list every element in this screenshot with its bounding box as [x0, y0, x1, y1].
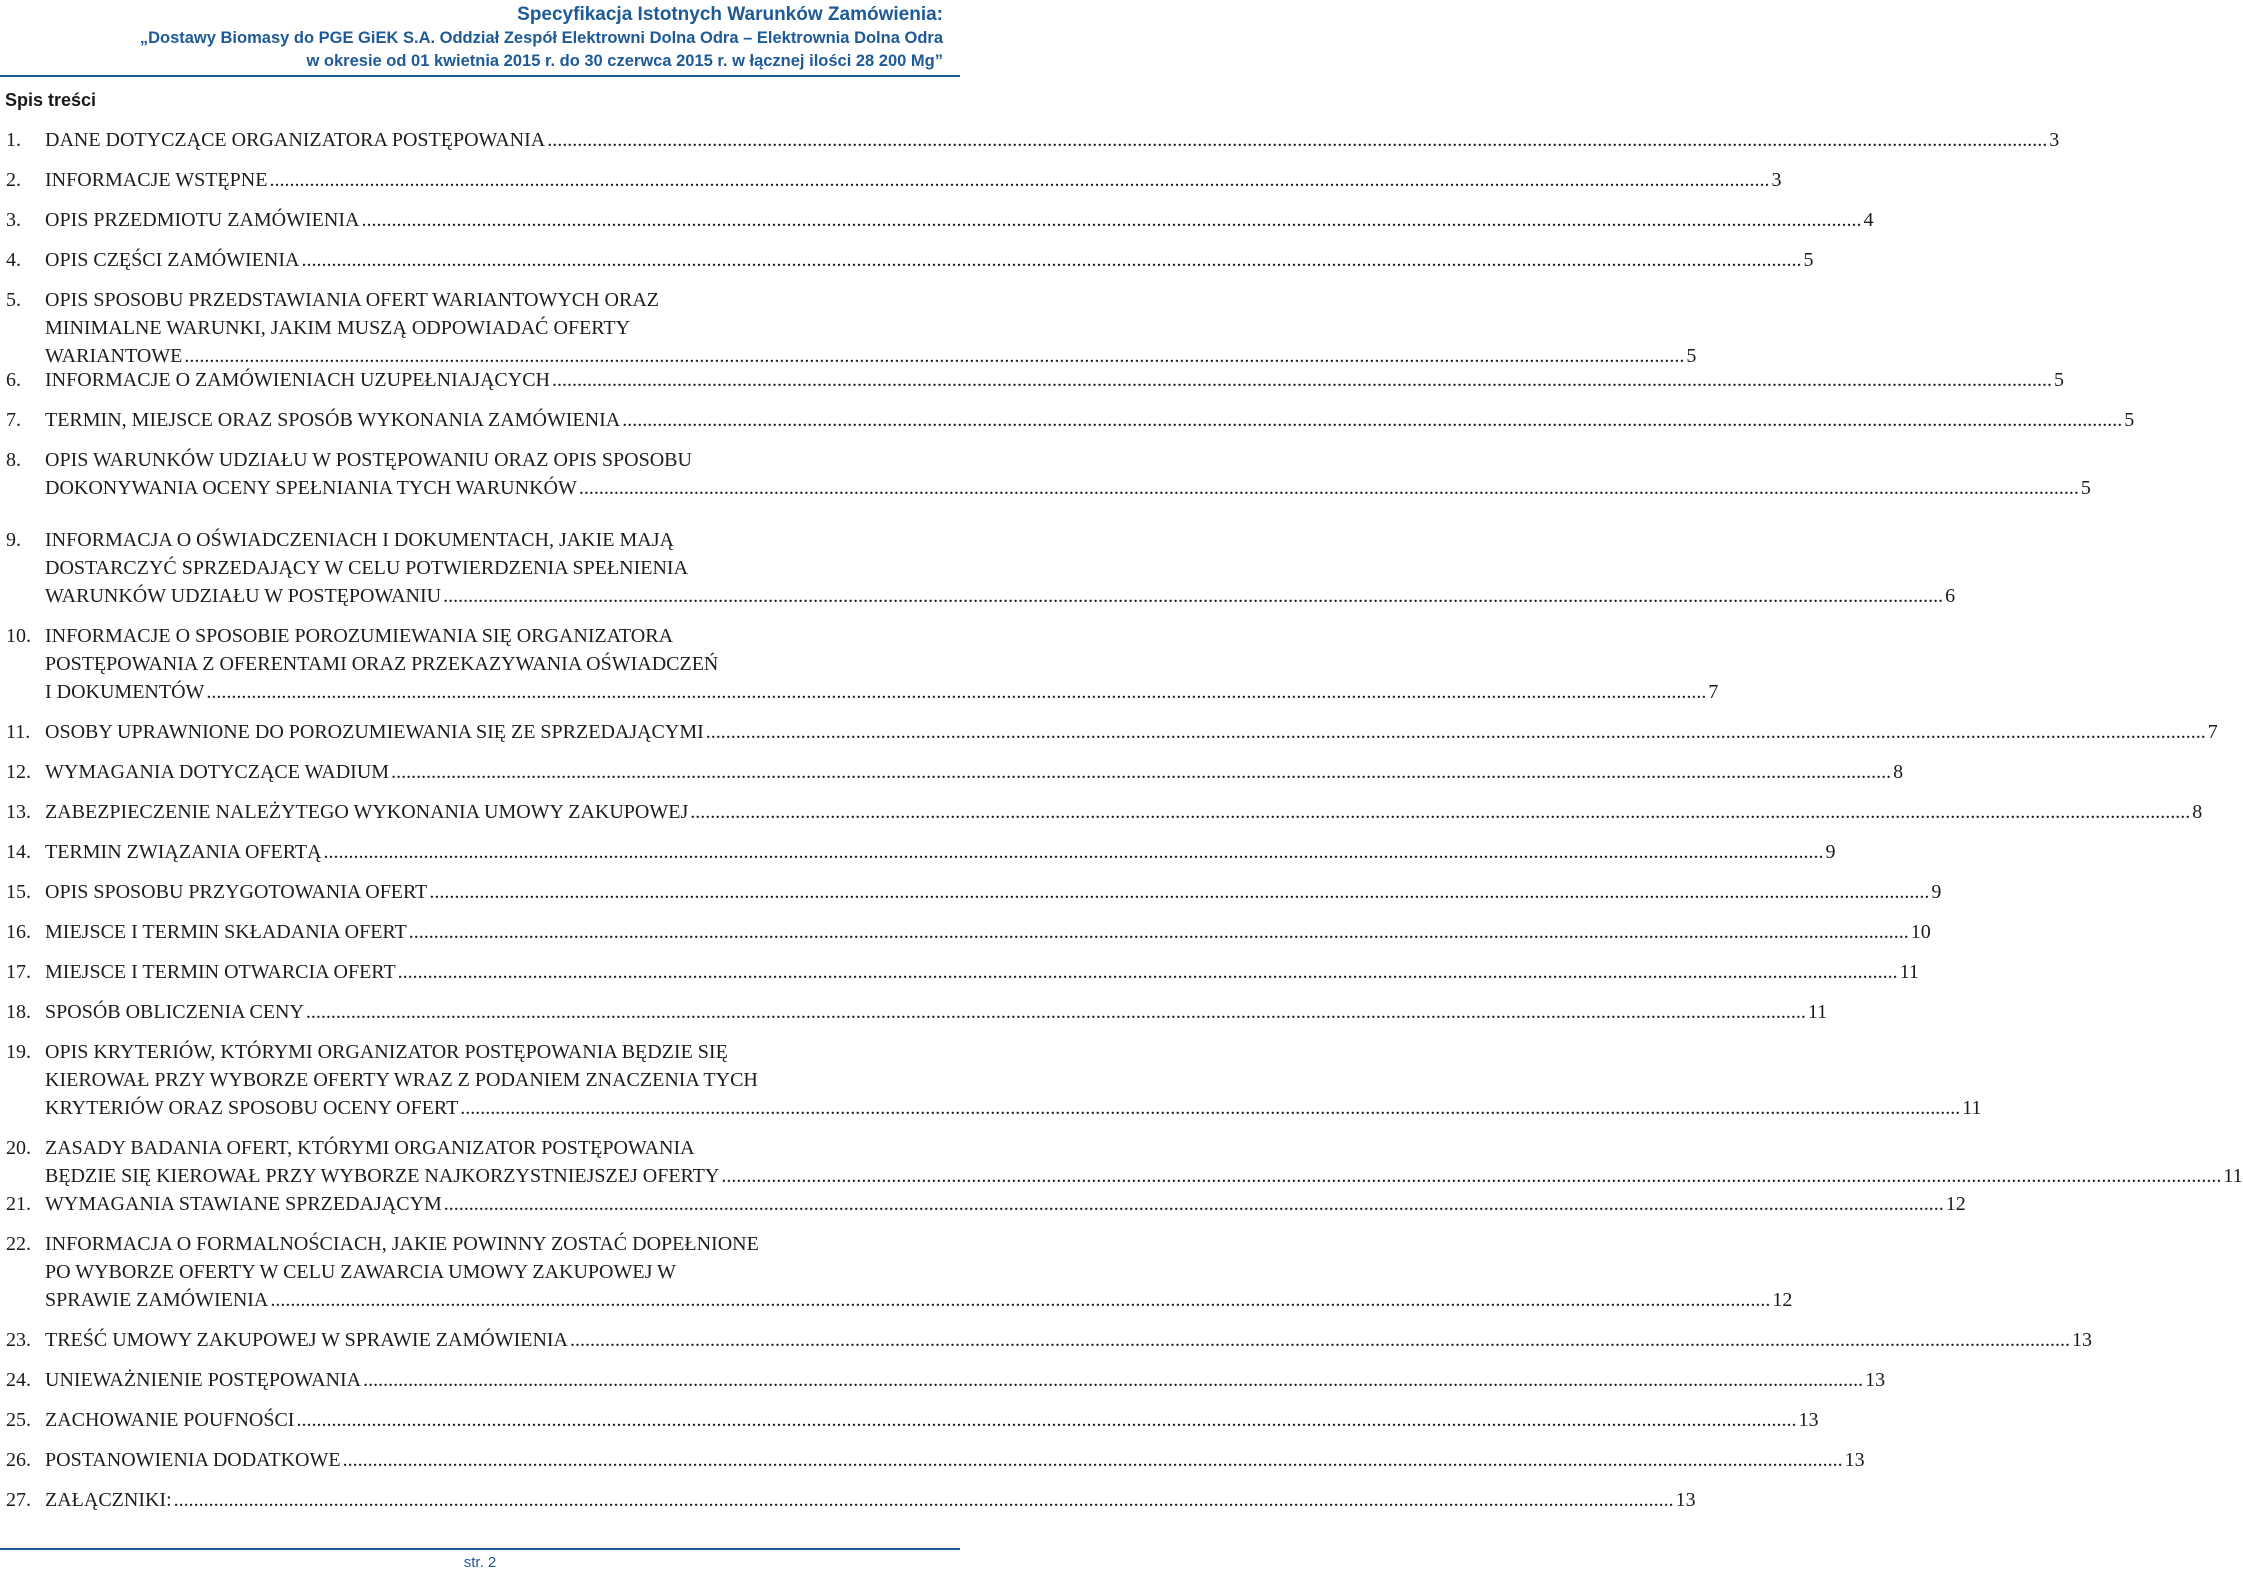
toc-entry-number: 10.: [6, 625, 31, 647]
toc-entry-title-line: TREŚĆ UMOWY ZAKUPOWEJ W SPRAWIE ZAMÓWIENIA: [45, 1329, 568, 1351]
toc-entry-title-line: OPIS WARUNKÓW UDZIAŁU W POSTĘPOWANIU ORAZ OPIS SPOSOBU: [45, 449, 692, 471]
toc-entry-page: 11: [1899, 961, 1919, 983]
toc-entry-number: 12.: [6, 761, 31, 783]
toc-entry[interactable]: [0, 878, 1942, 906]
toc-entry[interactable]: [0, 622, 1719, 706]
toc-entry[interactable]: [0, 366, 2064, 394]
toc-entry-title-line: DANE DOTYCZĄCE ORGANIZATORA POSTĘPOWANIA: [45, 129, 546, 151]
toc-entry-title-line: WARUNKÓW UDZIAŁU W POSTĘPOWANIU: [45, 585, 442, 607]
toc-entry-number: 13.: [6, 801, 31, 823]
toc-entry-page: 6: [1945, 585, 1956, 607]
toc-entry-number: 23.: [6, 1329, 31, 1351]
toc-entry[interactable]: [0, 446, 2091, 502]
dot-leader: ............................................................................................................................................................................................................................................................................................................: [570, 1329, 2070, 1351]
toc-entry-title-line: MIEJSCE I TERMIN OTWARCIA OFERT: [45, 961, 396, 983]
toc-entry-title-line: WARIANTOWE: [45, 345, 183, 367]
toc-entry-number: 4.: [6, 249, 21, 271]
toc-entry-title-line: TERMIN, MIEJSCE ORAZ SPOSÓB WYKONANIA ZAMÓWIENIA: [45, 409, 621, 431]
toc-entry-page: 4: [1863, 209, 1874, 231]
dot-leader: ............................................................................................................................................................................................................................................................................................................: [361, 209, 1862, 231]
toc-entry[interactable]: [0, 1366, 1886, 1394]
toc-entry-number: 5.: [6, 289, 21, 311]
toc-entry-title-line: INFORMACJE WSTĘPNE: [45, 169, 268, 191]
dot-leader: ............................................................................................................................................................................................................................................................................................................: [705, 721, 2206, 743]
toc-entry-page: 12: [1772, 1289, 1793, 1311]
toc-entry-number: 8.: [6, 449, 21, 471]
toc-entry-number: 6.: [6, 369, 21, 391]
toc-entry[interactable]: [0, 1134, 2243, 1190]
toc-entry-title-line: OPIS SPOSOBU PRZEDSTAWIANIA OFERT WARIANTOWYCH ORAZ: [45, 289, 659, 311]
toc-entry[interactable]: [0, 166, 1782, 194]
dot-leader: ............................................................................................................................................................................................................................................................................................................: [323, 841, 1824, 863]
toc-entry[interactable]: [0, 406, 2135, 434]
toc-entry-page: 5: [2054, 369, 2064, 391]
toc-entry-title-line: OSOBY UPRAWNIONE DO POROZUMIEWANIA SIĘ ZE SPRZEDAJĄCYMI: [45, 721, 704, 743]
toc-entry[interactable]: [0, 1326, 2092, 1354]
dot-leader: ............................................................................................................................................................................................................................................................................................................: [206, 681, 1707, 703]
toc-entry-title-line: INFORMACJA O FORMALNOŚCIACH, JAKIE POWINNY ZOSTAĆ DOPEŁNIONE: [45, 1233, 759, 1255]
toc-entry[interactable]: [0, 998, 1828, 1026]
toc-entry-title-line: KRYTERIÓW ORAZ SPOSOBU OCENY OFERT: [45, 1097, 459, 1119]
toc-entry-number: 11.: [6, 721, 31, 743]
toc-entry-number: 3.: [6, 209, 21, 231]
toc-entry-title-line: ZAŁĄCZNIKI:: [45, 1489, 172, 1511]
toc-entry-number: 16.: [6, 921, 31, 943]
toc-entry-page: 3: [1771, 169, 1782, 191]
dot-leader: ............................................................................................................................................................................................................................................................................................................: [443, 585, 1944, 607]
toc-entry[interactable]: [0, 526, 1956, 610]
toc-entry-title-line: MIEJSCE I TERMIN SKŁADANIA OFERT: [45, 921, 407, 943]
toc-entry-title-line: PO WYBORZE OFERTY W CELU ZAWARCIA UMOWY ZAKUPOWEJ W: [45, 1261, 676, 1283]
toc-entry[interactable]: [0, 1406, 1819, 1434]
toc-entry-page: 13: [1798, 1409, 1819, 1431]
toc-entry-page: 7: [1708, 681, 1719, 703]
toc-entry[interactable]: [0, 1486, 1696, 1514]
toc-entry-title-line: DOSTARCZYĆ SPRZEDAJĄCY W CELU POTWIERDZENIA SPEŁNIENIA: [45, 557, 689, 579]
toc-entry-page: 13: [1844, 1449, 1865, 1471]
toc-entry-title-line: POSTANOWIENIA DODATKOWE: [45, 1449, 341, 1471]
dot-leader: ............................................................................................................................................................................................................................................................................................................: [301, 249, 1802, 271]
toc-entry-title-line: BĘDZIE SIĘ KIEROWAŁ PRZY WYBORZE NAJKORZYSTNIEJSZEJ OFERTY: [45, 1165, 720, 1187]
toc-entry-page: 8: [1893, 761, 1904, 783]
toc-entry[interactable]: [0, 206, 1874, 234]
toc-entry-number: 18.: [6, 1001, 31, 1023]
toc-entry-page: 9: [1825, 841, 1836, 863]
dot-leader: ............................................................................................................................................................................................................................................................................................................: [429, 881, 1930, 903]
footer-divider: [0, 1548, 960, 1550]
toc-entry-page: 11: [1962, 1097, 1982, 1119]
toc-entry-title-line: INFORMACJE O SPOSOBIE POROZUMIEWANIA SIĘ ORGANIZATORA: [45, 625, 674, 647]
page-number: str. 2: [463, 1554, 497, 1571]
toc-entry-title-line: DOKONYWANIA OCENY SPEŁNIANIA TYCH WARUNKÓW: [45, 477, 577, 499]
toc-entry-title-line: MINIMALNE WARUNKI, JAKIM MUSZĄ ODPOWIADAĆ OFERTY: [45, 317, 631, 339]
toc-entry-page: 5: [2080, 477, 2091, 499]
toc-entry[interactable]: [0, 838, 1836, 866]
toc-entry-title-line: WYMAGANIA STAWIANE SPRZEDAJĄCYM: [45, 1193, 442, 1215]
toc-entry-title-line: SPRAWIE ZAMÓWIENIA: [45, 1289, 269, 1311]
toc-heading: Spis treści: [5, 90, 97, 110]
dot-leader: ............................................................................................................................................................................................................................................................................................................: [305, 1001, 1806, 1023]
toc-entry-title-line: I DOKUMENTÓW: [45, 681, 205, 703]
toc-entry[interactable]: [0, 1230, 1793, 1314]
toc-entry-title-line: OPIS KRYTERIÓW, KTÓRYMI ORGANIZATOR POSTĘPOWANIA BĘDZIE SIĘ: [45, 1041, 728, 1063]
toc-entry-page: 5: [1686, 345, 1697, 367]
dot-leader: ............................................................................................................................................................................................................................................................................................................: [622, 409, 2123, 431]
toc-entry-title-line: POSTĘPOWANIA Z OFERENTAMI ORAZ PRZEKAZYWANIA OŚWIADCZEŃ: [45, 653, 719, 675]
toc-entry-page: 11: [1807, 1001, 1828, 1023]
header-subtitle: „Dostawy Biomasy do PGE GiEK S.A. Oddział Zespół Elektrowni Dolna Odra – Elektrownia Dolna Odra: [139, 29, 943, 47]
dot-leader: ............................................................................................................................................................................................................................................................................................................: [363, 1369, 1864, 1391]
toc-entry-page: 3: [2049, 129, 2060, 151]
toc-entry-page: 5: [1803, 249, 1814, 271]
toc-entry[interactable]: [0, 1446, 1865, 1474]
toc-entry-title-line: OPIS PRZEDMIOTU ZAMÓWIENIA: [45, 209, 360, 231]
toc-entry-page: 7: [2207, 721, 2218, 743]
toc-entry[interactable]: [0, 246, 1814, 274]
dot-leader: ............................................................................................................................................................................................................................................................................................................: [270, 1289, 1771, 1311]
dot-leader: ............................................................................................................................................................................................................................................................................................................: [721, 1165, 2222, 1187]
toc-entry-number: 14.: [6, 841, 31, 863]
toc-entry-title-line: UNIEWAŻNIENIE POSTĘPOWANIA: [45, 1369, 362, 1391]
toc-entry-title-line: SPOSÓB OBLICZENIA CENY: [45, 1001, 304, 1023]
toc-entry-title-line: ZABEZPIECZENIE NALEŻYTEGO WYKONANIA UMOWY ZAKUPOWEJ: [45, 801, 689, 823]
toc-entry-title-line: WYMAGANIA DOTYCZĄCE WADIUM: [45, 761, 390, 783]
toc-entry-page: 13: [1675, 1489, 1696, 1511]
toc-entry[interactable]: [0, 718, 2218, 746]
header-period: w okresie od 01 kwietnia 2015 r. do 30 czerwca 2015 r. w łącznej ilości 28 200 Mg”: [306, 52, 943, 70]
dot-leader: ............................................................................................................................................................................................................................................................................................................: [408, 921, 1909, 943]
toc-entry[interactable]: [0, 758, 1904, 786]
page-header: [13, 2, 943, 73]
toc-entry[interactable]: [0, 958, 1919, 986]
toc-entry-number: 19.: [6, 1041, 31, 1063]
toc-entry-title-line: TERMIN ZWIĄZANIA OFERTĄ: [45, 841, 322, 863]
dot-leader: ............................................................................................................................................................................................................................................................................................................: [690, 801, 2191, 823]
toc-entry-number: 2.: [6, 169, 21, 191]
toc-entry-number: 20.: [6, 1137, 31, 1159]
toc-entry-title-line: INFORMACJE O ZAMÓWIENIACH UZUPEŁNIAJĄCYCH: [45, 369, 550, 391]
toc-entry[interactable]: [0, 798, 2203, 826]
toc-entry-number: 22.: [6, 1233, 31, 1255]
toc-entry-title-line: ZACHOWANIE POUFNOŚCI: [45, 1409, 295, 1431]
dot-leader: ............................................................................................................................................................................................................................................................................................................: [173, 1489, 1674, 1511]
toc-entry-number: 9.: [6, 529, 21, 551]
toc-entry-page: 12: [1945, 1193, 1966, 1215]
dot-leader: ............................................................................................................................................................................................................................................................................................................: [547, 129, 2048, 151]
dot-leader: ............................................................................................................................................................................................................................................................................................................: [460, 1097, 1961, 1119]
dot-leader: ............................................................................................................................................................................................................................................................................................................: [552, 369, 2052, 391]
toc-entry[interactable]: [0, 126, 2060, 154]
toc-entry-title-line: KIEROWAŁ PRZY WYBORZE OFERTY WRAZ Z PODANIEM ZNACZENIA TYCH: [45, 1069, 758, 1091]
toc-entry-number: 25.: [6, 1409, 31, 1431]
header-divider: [0, 75, 960, 77]
toc-entry-number: 27.: [6, 1489, 31, 1511]
toc-entry-number: 1.: [6, 129, 21, 151]
dot-leader: ............................................................................................................................................................................................................................................................................................................: [397, 961, 1898, 983]
toc-entry[interactable]: [0, 286, 1697, 370]
toc-entry-page: 8: [2192, 801, 2203, 823]
toc-entry-page: 10: [1910, 921, 1931, 943]
dot-leader: ............................................................................................................................................................................................................................................................................................................: [342, 1449, 1843, 1471]
dot-leader: ............................................................................................................................................................................................................................................................................................................: [443, 1193, 1944, 1215]
toc-entry[interactable]: [0, 1038, 1982, 1122]
toc-entry-page: 13: [1865, 1369, 1886, 1391]
toc-entry-number: 15.: [6, 881, 31, 903]
toc-entry-title-line: OPIS CZĘŚCI ZAMÓWIENIA: [45, 249, 300, 271]
dot-leader: ............................................................................................................................................................................................................................................................................................................: [578, 477, 2079, 499]
toc-entry-number: 26.: [6, 1449, 31, 1471]
dot-leader: ............................................................................................................................................................................................................................................................................................................: [269, 169, 1770, 191]
toc-entry-number: 21.: [6, 1193, 31, 1215]
toc-entry-title-line: OPIS SPOSOBU PRZYGOTOWANIA OFERT: [45, 881, 428, 903]
toc-entry-page: 9: [1931, 881, 1942, 903]
toc-entry-title-line: INFORMACJA O OŚWIADCZENIACH I DOKUMENTACH, JAKIE MAJĄ: [45, 529, 674, 551]
toc-entry-number: 7.: [6, 409, 21, 431]
dot-leader: ............................................................................................................................................................................................................................................................................................................: [184, 345, 1685, 367]
toc-entry-number: 24.: [6, 1369, 31, 1391]
toc-entry-page: 13: [2072, 1329, 2092, 1351]
toc-entry[interactable]: [0, 918, 1931, 946]
toc-entry-title-line: ZASADY BADANIA OFERT, KTÓRYMI ORGANIZATOR POSTĘPOWANIA: [45, 1137, 695, 1159]
toc-entry[interactable]: [0, 1190, 1966, 1218]
dot-leader: ............................................................................................................................................................................................................................................................................................................: [391, 761, 1892, 783]
toc-entry-page: 11: [2223, 1165, 2243, 1187]
toc-entry-number: 17.: [6, 961, 31, 983]
toc-entry-page: 5: [2124, 409, 2135, 431]
header-title: Specyfikacja Istotnych Warunków Zamówienia:: [517, 4, 943, 25]
dot-leader: ............................................................................................................................................................................................................................................................................................................: [296, 1409, 1797, 1431]
